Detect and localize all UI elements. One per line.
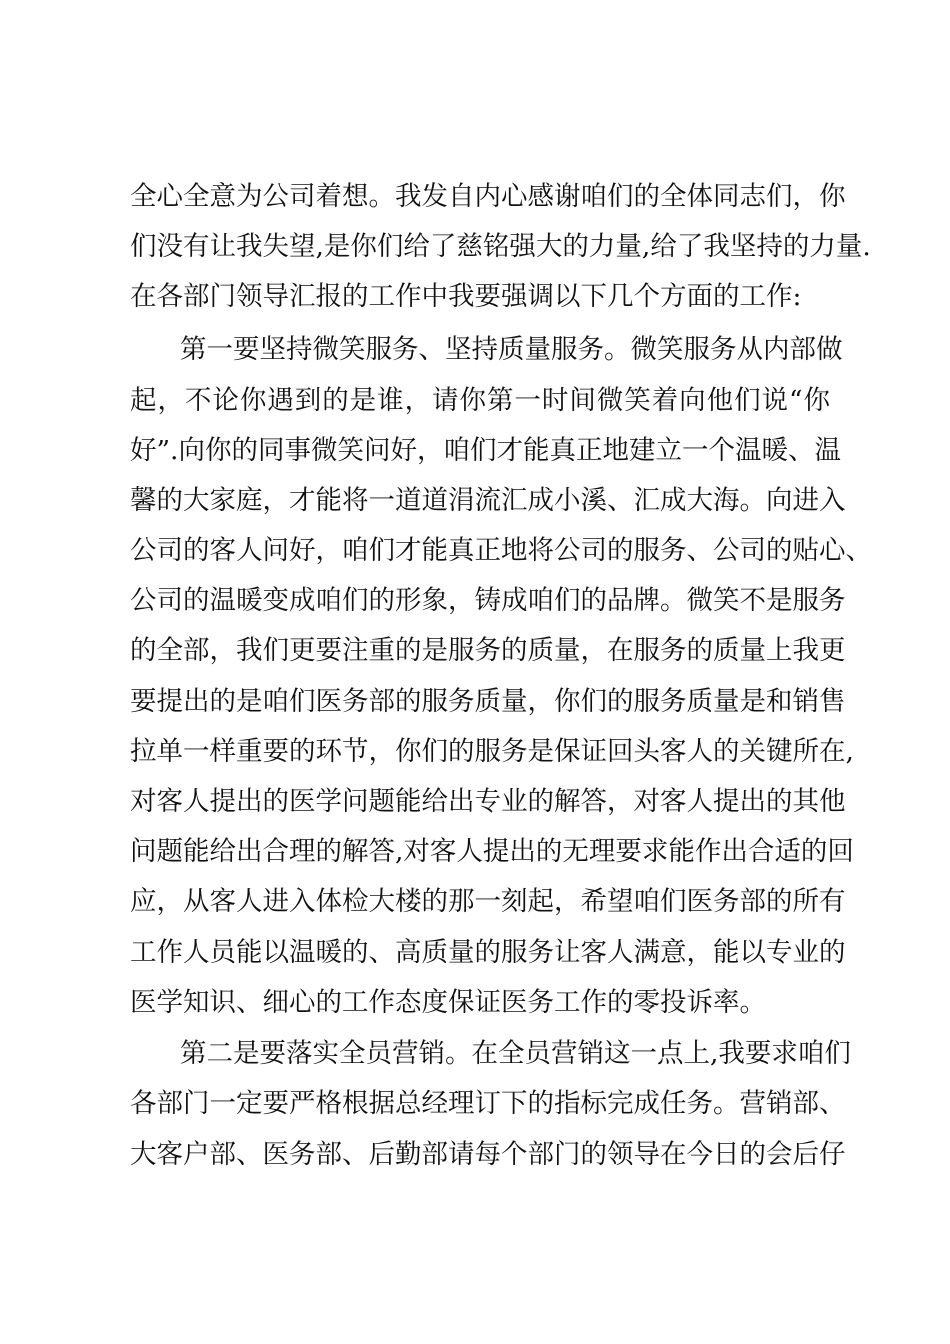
text-line: 馨的大家庭，才能将一道道涓流汇成小溪、汇成大海。向进入 — [130, 485, 846, 516]
text-line: 应，从客人进入体检大楼的那一刻起，希望咱们医务部的所有 — [130, 886, 846, 917]
text-line: 好”.向你的同事微笑问好，咱们才能真正地建立一个温暖、温 — [130, 435, 841, 466]
text-line: 工作人员能以温暖的、高质量的服务让客人满意，能以专业的 — [130, 937, 846, 968]
text-line: 公司的客人问好，咱们才能真正地将公司的服务、公司的贴心、 — [130, 535, 872, 566]
text-line: 大客户部、医务部、后勤部请每个部门的领导在今日的会后仔 — [130, 1139, 846, 1170]
text-line: 全心全意为公司着想。我发自内心感谢咱们的全体同志们，你 — [130, 181, 846, 212]
text-line: 医学知识、细心的工作态度保证医务工作的零投诉率。 — [130, 987, 766, 1018]
text-line: 各部门一定要严格根据总经理订下的指标完成任务。营销部、 — [130, 1088, 846, 1119]
text-line: 在各部门领导汇报的工作中我要强调以下几个方面的工作: — [130, 281, 802, 312]
text-line: 起，不论你遇到的是谁，请你第一时间微笑着向他们说“你 — [130, 385, 830, 416]
text-line: 第一要坚持微笑服务、坚持质量服务。微笑服务从内部做 — [180, 334, 843, 365]
text-line: 公司的温暖变成咱们的形象，铸成咱们的品牌。微笑不是服务 — [130, 585, 846, 616]
text-line: 要提出的是咱们医务部的服务质量，你们的服务质量是和销售 — [130, 686, 846, 717]
text-line: 对客人提出的医学问题能给出专业的解答，对客人提出的其他 — [130, 786, 846, 817]
text-line: 第二是要落实全员营销。在全员营销这一点上,我要求咱们 — [180, 1038, 851, 1069]
text-line: 们没有让我失望,是你们给了慈铭强大的力量,给了我坚持的力量. — [130, 231, 871, 262]
text-line: 的全部，我们更要注重的是服务的质量，在服务的质量上我更 — [130, 635, 846, 666]
text-line: 拉单一样重要的环节，你们的服务是保证回头客人的关键所在, — [130, 736, 854, 767]
text-line: 问题能给出合理的解答,对客人提出的无理要求能作出合适的回 — [130, 836, 854, 867]
